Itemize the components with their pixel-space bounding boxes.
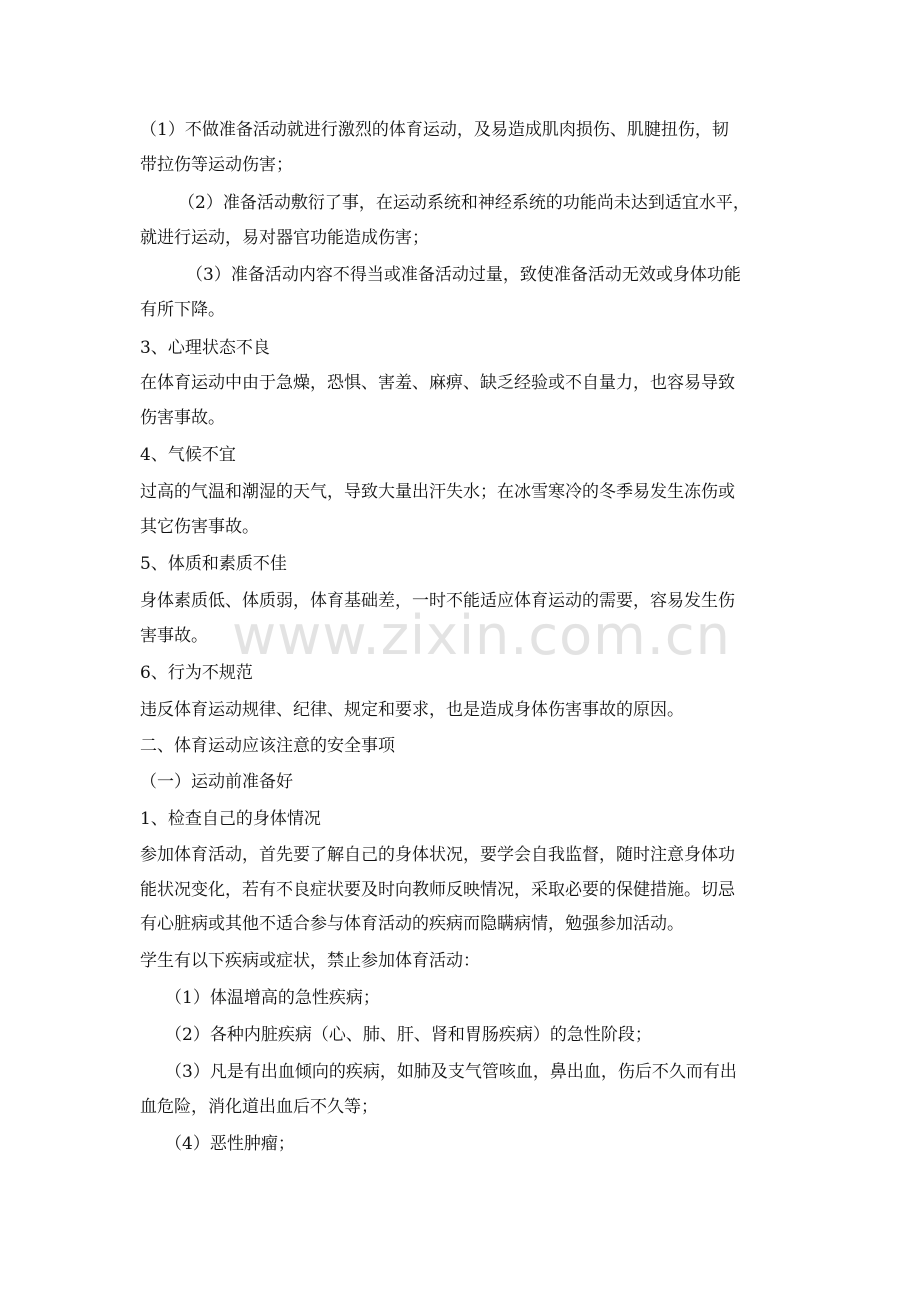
text-line: 有所下降。 — [140, 300, 225, 320]
text-line: 能状况变化，若有不良症状要及时向教师反映情况，采取必要的保健措施。切忌 — [140, 880, 735, 900]
text-line: 过高的气温和潮湿的天气，导致大量出汗失水；在冰雪寒冷的冬季易发生冻伤或 — [140, 482, 735, 502]
text-line: （3）准备活动内容不得当或准备活动过量，致使准备活动无效或身体功能 — [186, 265, 741, 285]
text-line: 伤害事故。 — [140, 408, 225, 428]
text-line: 违反体育运动规律、纪律、规定和要求，也是造成身体伤害事故的原因。 — [140, 700, 684, 720]
list-item: （3）凡是有出血倾向的疾病，如肺及支气管咳血，鼻出血，伤后不久而有出 — [165, 1062, 737, 1082]
text-line: 血危险，消化道出血后不久等； — [140, 1097, 378, 1117]
text-line: 学生有以下疾病或症状，禁止参加体育活动： — [140, 951, 480, 971]
section-heading: 二、体育运动应该注意的安全事项 — [140, 736, 395, 756]
text-line: 带拉伤等运动伤害； — [140, 155, 293, 175]
list-item: （2）各种内脏疾病（心、肺、肝、肾和胃肠疾病）的急性阶段； — [165, 1025, 652, 1045]
list-item: （1）体温增高的急性疾病； — [165, 988, 380, 1008]
section-heading: 1、检查自己的身体情况 — [140, 809, 321, 829]
text-line: 害事故。 — [140, 626, 208, 646]
section-heading: （一）运动前准备好 — [140, 772, 293, 792]
list-item: （4）恶性肿瘤； — [165, 1134, 295, 1154]
text-line: （2）准备活动敷衍了事，在运动系统和神经系统的功能尚未达到适宜水平， — [178, 193, 750, 213]
text-line: 参加体育活动，首先要了解自己的身体状况，要学会自我监督，随时注意身体功 — [140, 845, 735, 865]
section-heading: 4、气候不宜 — [140, 445, 236, 465]
watermark: www.zixin.com.cn — [232, 604, 731, 667]
section-heading: 5、体质和素质不佳 — [140, 554, 287, 574]
text-line: 有心脏病或其他不适合参与体育活动的疾病而隐瞒病情，勉强参加活动。 — [140, 914, 684, 934]
text-line: （1）不做准备活动就进行激烈的体育运动，及易造成肌肉损伤、肌腱扭伤，韧 — [140, 120, 729, 140]
text-line: 身体素质低、体质弱，体育基础差，一时不能适应体育运动的需要，容易发生伤 — [140, 591, 735, 611]
text-line: 在体育运动中由于急燥，恐惧、害羞、麻痹、缺乏经验或不自量力，也容易导致 — [140, 373, 735, 393]
section-heading: 3、心理状态不良 — [140, 338, 270, 358]
text-line: 其它伤害事故。 — [140, 517, 259, 537]
section-heading: 6、行为不规范 — [140, 663, 253, 683]
text-line: 就进行运动，易对器官功能造成伤害； — [140, 228, 429, 248]
